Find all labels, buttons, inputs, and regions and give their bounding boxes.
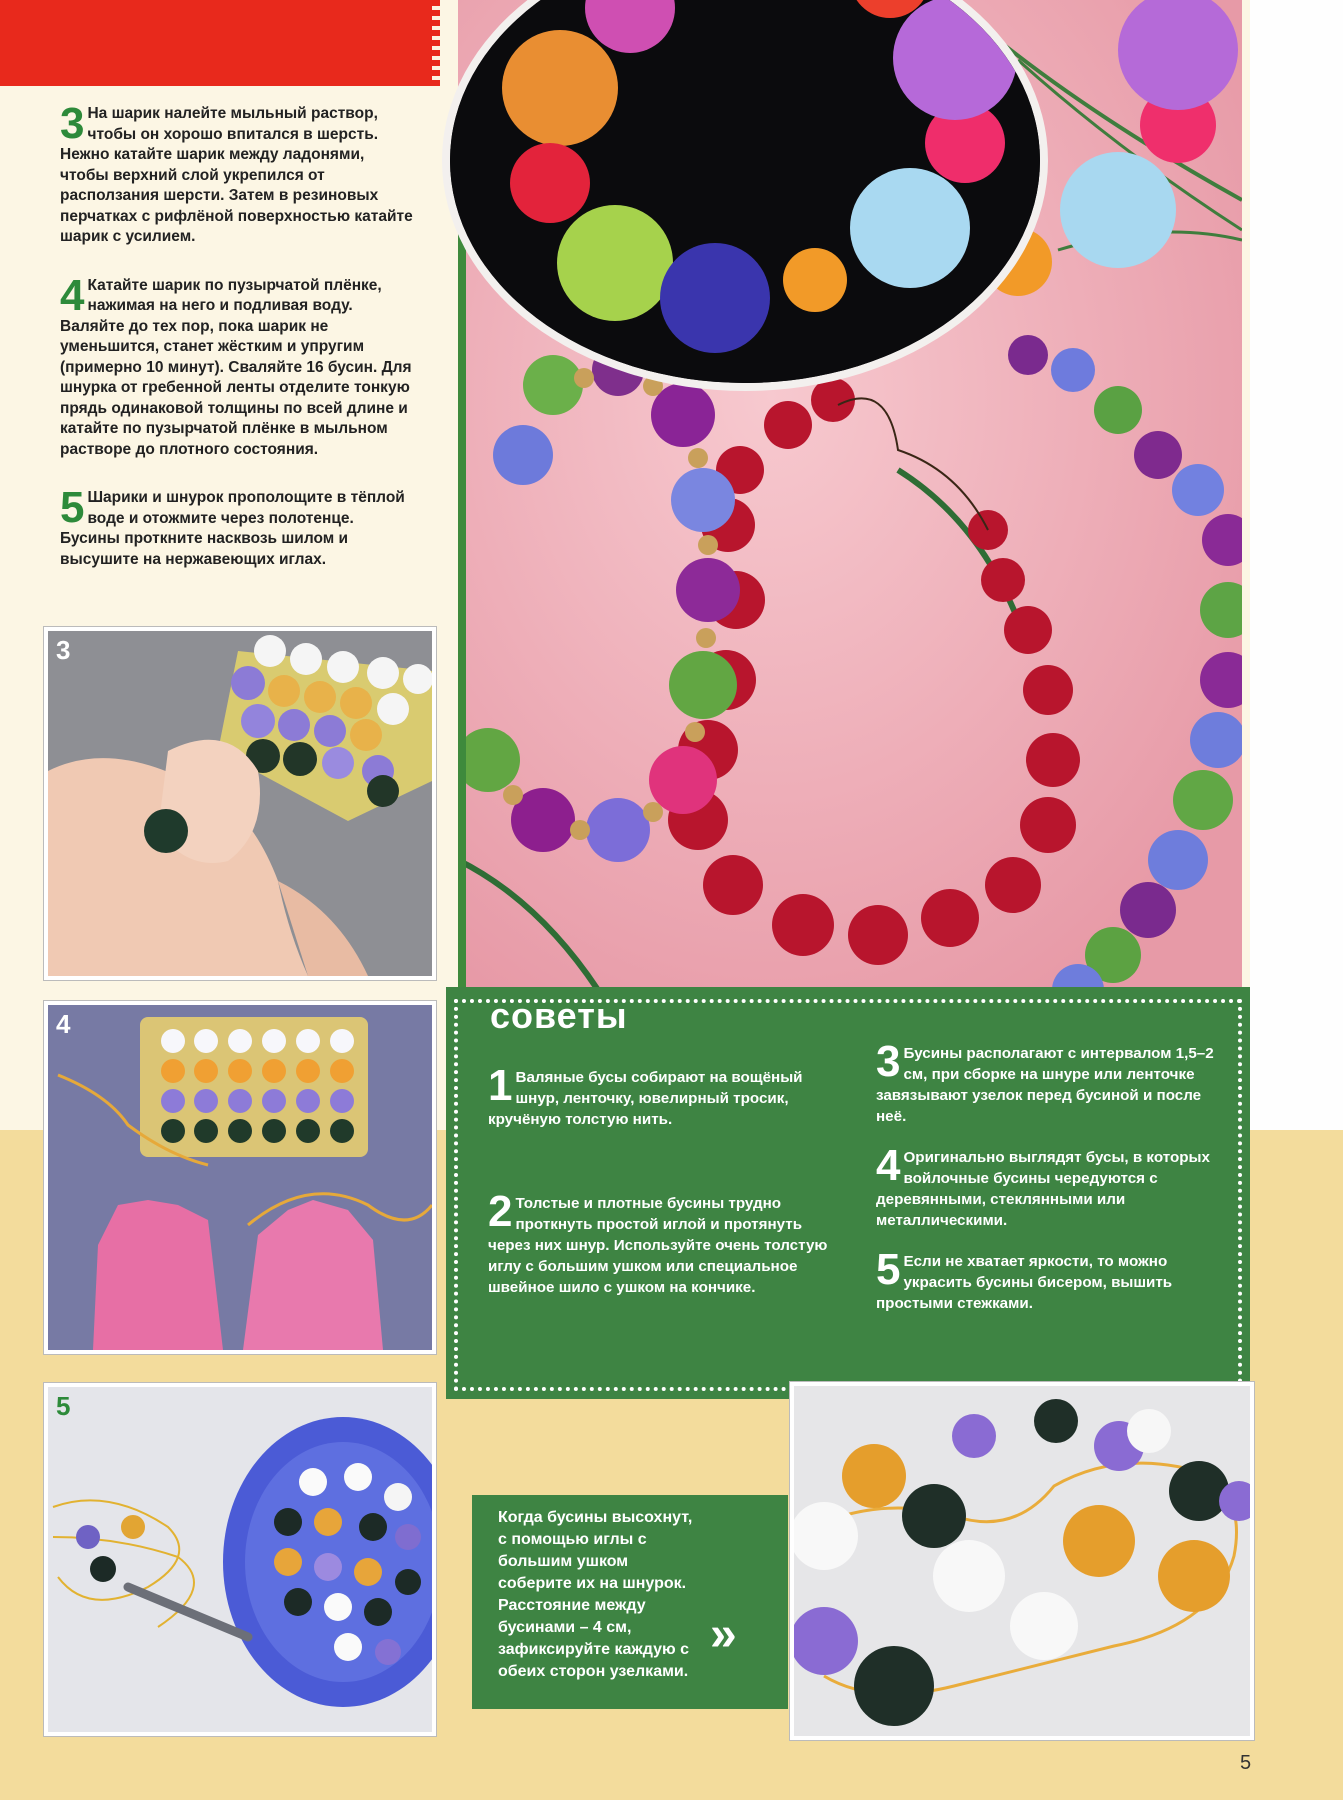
photo-step-label: 3 — [56, 635, 71, 665]
step-number: 4 — [60, 270, 85, 320]
green-ribbon-strip — [458, 200, 466, 990]
step-text: На шарик налейте мыльный раствор, чтобы он хорошо впитался в шерсть. Нежно катайте шарик между ладонями, чтобы верхний слой укрепился от расползания шерсти. Затем в резиновых перчатках с рифлёной поверхностью катайте шарик с усилием. — [60, 105, 413, 245]
tip-text: Если не хватает яркости, то можно украсить бусины бисером, вышить простыми стежками. — [876, 1253, 1173, 1312]
page-number: 5 — [1240, 1752, 1252, 1774]
tip-text: Толстые и плотные бусины трудно проткнуть простой иглой и протянуть через них шнур. Используйте очень толстую иглу с большим ушком или специальное швейное шило с ушком на кончике. — [488, 1195, 828, 1296]
felt-beads-closeup-image — [450, 0, 1040, 383]
photo-step-5-image — [48, 1387, 432, 1732]
tip-number: 3 — [876, 1037, 901, 1086]
photo-step-3-image — [48, 631, 432, 976]
tip-number: 5 — [876, 1245, 901, 1294]
photo-step-label: 4 — [56, 1009, 71, 1039]
tip-text: Валяные бусы собирают на вощёный шнур, ленточку, ювелирный тросик, кручёную толстую нить. — [488, 1069, 803, 1128]
tip-5 — [876, 1245, 1216, 1314]
step-4 — [60, 270, 414, 461]
tip-text: Оригинально выглядят бусы, в которых войлочные бусины чередуются с деревянными, стеклянными или металлическими. — [876, 1149, 1210, 1229]
tip-3 — [876, 1037, 1226, 1127]
tip-text: Бусины располагают с интервалом 1,5–2 см, при сборке на шнуре или ленточке завязывают узелок перед бусиной и после неё. — [876, 1045, 1214, 1125]
tip-number: 4 — [876, 1141, 901, 1190]
tips-panel — [446, 987, 1250, 1399]
tip-2 — [488, 1187, 838, 1298]
instruction-steps — [60, 99, 414, 598]
step-5 — [60, 483, 414, 570]
photo-step-label: 5 — [56, 1391, 71, 1421]
step-text: Катайте шарик по пузырчатой плёнке, нажимая на него и подливая воду. Валяйте до тех пор, пока шарик не уменьшится, станет жёстким и упругим (примерно 10 минут). Сваляйте 16 бусин. Для шнурка от гребенной ленты отделите тонкую прядь одинаковой толщины по всей длине и катайте по пузырчатой плёнке в мыльном растворе до плотного состояния. — [60, 276, 412, 458]
step-number: 3 — [60, 99, 85, 148]
finished-necklace-image — [794, 1386, 1250, 1736]
right-margin — [1250, 0, 1343, 1130]
photo-step-4 — [44, 1001, 436, 1354]
tip-4 — [876, 1141, 1216, 1231]
photo-step-4-image — [48, 1005, 432, 1350]
finished-necklace-photo — [790, 1382, 1254, 1740]
arrows-icon: » — [710, 1608, 729, 1661]
red-header-band — [0, 0, 432, 86]
photo-step-5 — [44, 1383, 436, 1736]
tips-title: советы — [490, 995, 628, 1036]
step-text: Шарики и шнурок прополощите в тёплой воде и отожмите через полотенце. Бусины проткните насквозь шилом и высушите на нержавеющих иглах. — [60, 489, 405, 568]
note-text: Когда бусины высохнут, с помощью иглы с большим ушком соберите их на шнурок. Расстояние между бусинами – 4 см, зафиксируйте каждую с обеих сторон узелками. — [498, 1509, 693, 1680]
tip-1 — [488, 1061, 828, 1130]
step-3 — [60, 99, 414, 248]
assembly-note — [472, 1495, 788, 1709]
tip-number: 1 — [488, 1061, 513, 1110]
photo-step-3 — [44, 627, 436, 980]
step-number: 5 — [60, 483, 85, 532]
tip-number: 2 — [488, 1187, 513, 1236]
